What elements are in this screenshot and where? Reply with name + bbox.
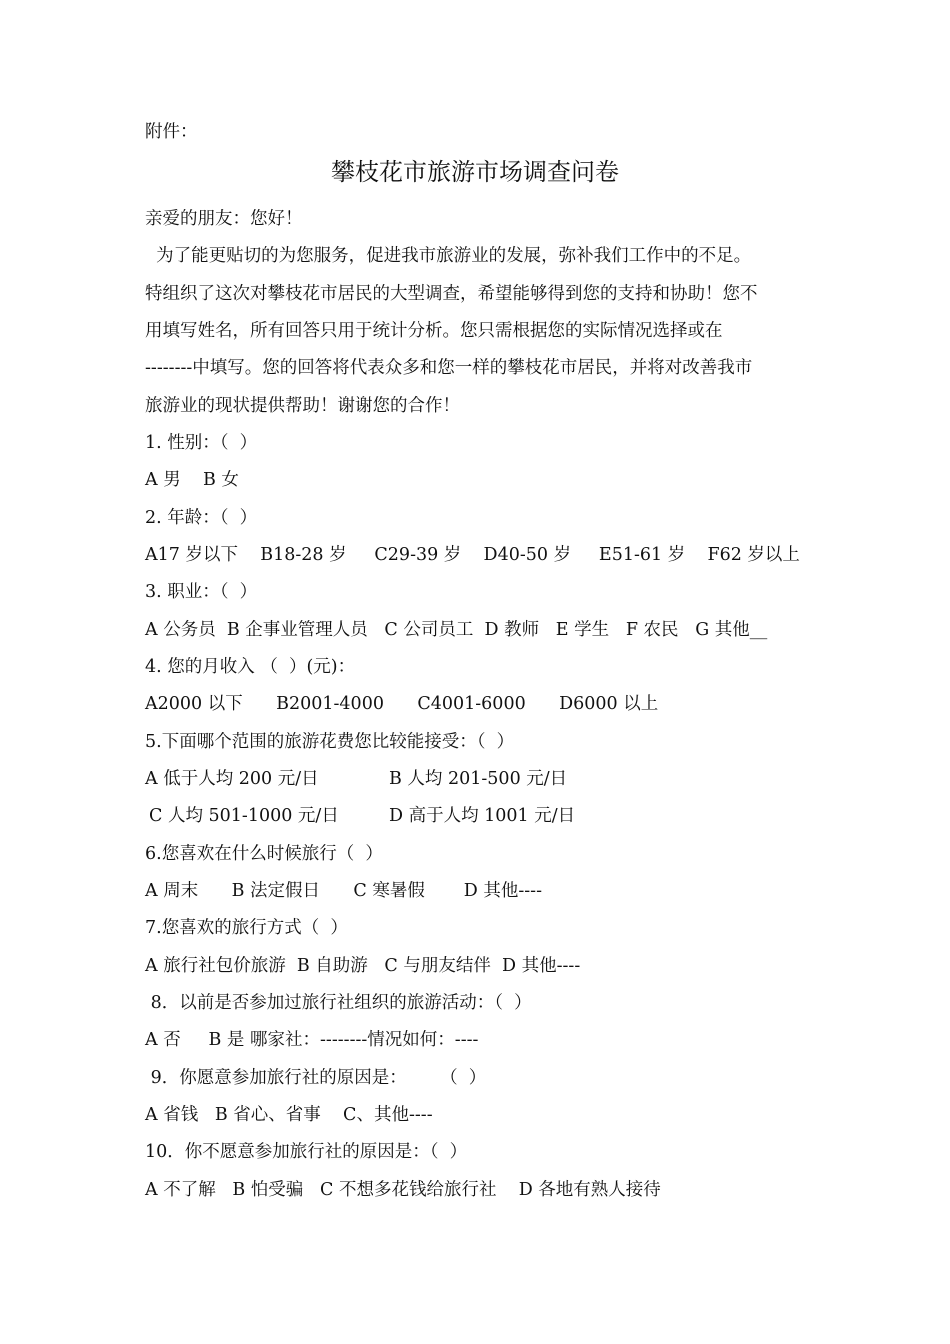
attachment-label: 附件： (145, 122, 198, 142)
question-5-option-c: C 人均 501-1000 元/日 (149, 806, 339, 826)
question-10: 10．你不愿意参加旅行社的原因是：（ ） (145, 1142, 468, 1162)
question-5-option-a: A 低于人均 200 元/日 (145, 769, 319, 789)
question-6-options: A 周末 B 法定假日 C 寒暑假 D 其他---- (145, 881, 543, 901)
question-10-options: A 不了解 B 怕受骗 C 不想多花钱给旅行社 D 各地有熟人接待 (145, 1180, 661, 1200)
question-8-options: A 否 B 是 哪家社：--------情况如何：---- (145, 1030, 479, 1050)
question-5-option-d: D 高于人均 1001 元/日 (389, 806, 576, 826)
question-2: 2. 年龄：（ ） (145, 508, 258, 528)
intro-line-4: --------中填写。您的回答将代表众多和您一样的攀枝花市居民，并将对改善我市 (145, 358, 753, 378)
question-3: 3. 职业：（ ） (145, 582, 258, 602)
question-3-options: A 公务员 B 企事业管理人员 C 公司员工 D 教师 E 学生 F 农民 G 其他__ (145, 620, 768, 640)
page-title: 攀枝花市旅游市场调查问卷 (331, 158, 619, 186)
question-5-option-b: B 人均 201-500 元/日 (389, 769, 568, 789)
question-1: 1. 性别：（ ） (145, 433, 258, 453)
intro-line-1: 为了能更贴切的为您服务，促进我市旅游业的发展，弥补我们工作中的不足。 (145, 246, 752, 266)
intro-line-2: 特组织了这次对攀枝花市居民的大型调查，希望能够得到您的支持和协助！您不 (145, 284, 758, 304)
intro-line-3: 用填写姓名，所有回答只用于统计分析。您只需根据您的实际情况选择或在 (145, 321, 723, 341)
question-9: 9．你愿意参加旅行社的原因是： （ ） (145, 1068, 487, 1088)
question-1-options: A 男 B 女 (145, 470, 239, 490)
intro-line-5: 旅游业的现状提供帮助！谢谢您的合作！ (145, 396, 460, 416)
question-9-options: A 省钱 B 省心、省事 C、其他---- (145, 1105, 433, 1125)
question-4: 4. 您的月收入 （ ）(元)： (145, 657, 356, 677)
question-5: 5.下面哪个范围的旅游花费您比较能接受：（ ） (145, 732, 515, 752)
question-4-options: A2000 以下 B2001-4000 C4001-6000 D6000 以上 (145, 694, 659, 714)
question-6: 6.您喜欢在什么时候旅行（ ） (145, 844, 383, 864)
question-7: 7.您喜欢的旅行方式（ ） (145, 918, 348, 938)
question-2-options: A17 岁以下 B18-28 岁 C29-39 岁 D40-50 岁 E51-61 岁 F62 岁以上 (145, 545, 800, 565)
greeting: 亲爱的朋友：您好！ (145, 209, 303, 229)
question-8: 8．以前是否参加过旅行社组织的旅游活动：（ ） (145, 993, 532, 1013)
question-7-options: A 旅行社包价旅游 B 自助游 C 与朋友结伴 D 其他---- (145, 956, 581, 976)
